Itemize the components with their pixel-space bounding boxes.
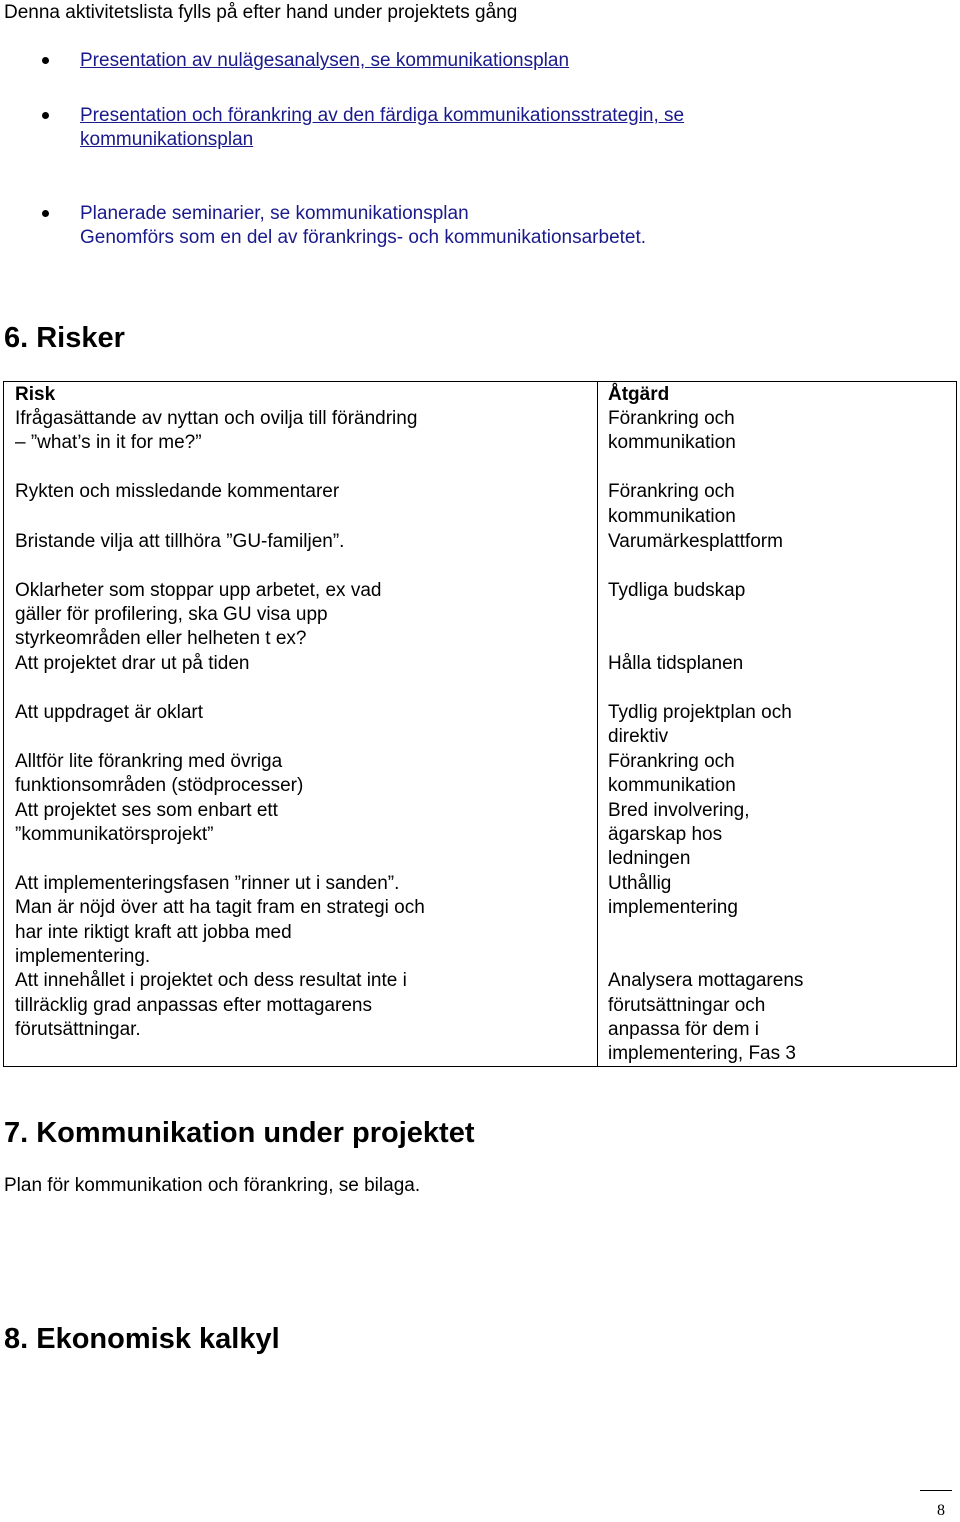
risk-cell: Att uppdraget är oklart [15,702,203,723]
activity-item-2-line2[interactable]: kommunikationsplan [80,129,254,150]
action-cell: kommunikation [608,506,736,527]
action-cell: Uthållig [608,873,672,894]
action-cell: Bred involvering, [608,800,750,821]
activity-item-3[interactable]: Planerade seminarier, se kommunikationsplan [80,203,469,224]
section-7-heading: 7. Kommunikation under projektet [4,1117,475,1149]
action-cell: implementering, Fas 3 [608,1043,796,1064]
action-header: Åtgärd [608,384,670,405]
action-cell: Förankring och [608,481,735,502]
risk-cell: Man är nöjd över att ha tagit fram en strategi och [15,897,425,918]
activity-item-3-line2: Genomförs som en del av förankrings- och kommunikationsarbetet. [80,227,647,248]
activity-item-2-line1[interactable]: Presentation och förankring av den färdiga kommunikationsstrategin, se [80,105,685,126]
bullet-icon [42,210,49,217]
action-cell: ledningen [608,848,691,869]
risk-cell: ”kommunikatörsprojekt” [15,824,214,845]
activity-item-1[interactable]: Presentation av nulägesanalysen, se kommunikationsplan [80,50,570,71]
action-cell: Förankring och [608,751,735,772]
action-cell: direktiv [608,726,669,747]
risk-cell: Bristande vilja att tillhöra ”GU-familjen”. [15,531,345,552]
footer-rule [920,1490,952,1491]
action-cell: implementering [608,897,738,918]
risk-table-divider [597,381,598,1067]
action-cell: ägarskap hos [608,824,723,845]
action-cell: Tydliga budskap [608,580,746,601]
risk-cell: Oklarheter som stoppar upp arbetet, ex vad [15,580,382,601]
risk-cell: funktionsområden (stödprocesser) [15,775,304,796]
risk-cell: Alltför lite förankring med övriga [15,751,283,772]
section-7-text: Plan för kommunikation och förankring, se bilaga. [4,1175,421,1196]
action-cell: kommunikation [608,775,736,796]
risk-cell: Att projektet drar ut på tiden [15,653,250,674]
section-6-heading: 6. Risker [4,322,125,354]
risk-cell: gäller för profilering, ska GU visa upp [15,604,328,625]
action-cell: kommunikation [608,432,736,453]
action-cell: Hålla tidsplanen [608,653,744,674]
intro-text: Denna aktivitetslista fylls på efter hand under projektets gång [4,2,518,23]
page-number: 8 [937,1502,945,1519]
risk-cell: styrkeområden eller helheten t ex? [15,628,307,649]
action-cell: Förankring och [608,408,735,429]
bullet-icon [42,57,49,64]
risk-cell: implementering. [15,946,151,967]
action-cell: Analysera mottagarens [608,970,804,991]
risk-cell: Ifrågasättande av nyttan och ovilja till förändring [15,408,418,429]
risk-cell: har inte riktigt kraft att jobba med [15,922,292,943]
activity-item-2 [80,104,684,128]
risk-cell: tillräcklig grad anpassas efter mottagarens [15,995,372,1016]
risk-cell: Rykten och missledande kommentarer [15,481,340,502]
risk-cell: förutsättningar. [15,1019,141,1040]
section-8-heading: 8. Ekonomisk kalkyl [4,1323,280,1355]
action-cell: anpassa för dem i [608,1019,760,1040]
risk-cell: – ”what’s in it for me?” [15,432,202,453]
bullet-icon [42,112,49,119]
risk-cell: Att projektet ses som enbart ett [15,800,278,821]
action-cell: förutsättningar och [608,995,766,1016]
risk-cell: Att implementeringsfasen ”rinner ut i sanden”. [15,873,400,894]
risk-header: Risk [15,384,56,405]
action-cell: Tydlig projektplan och [608,702,792,723]
risk-cell: Att innehållet i projektet och dess resultat inte i [15,970,407,991]
action-cell: Varumärkesplattform [608,531,783,552]
